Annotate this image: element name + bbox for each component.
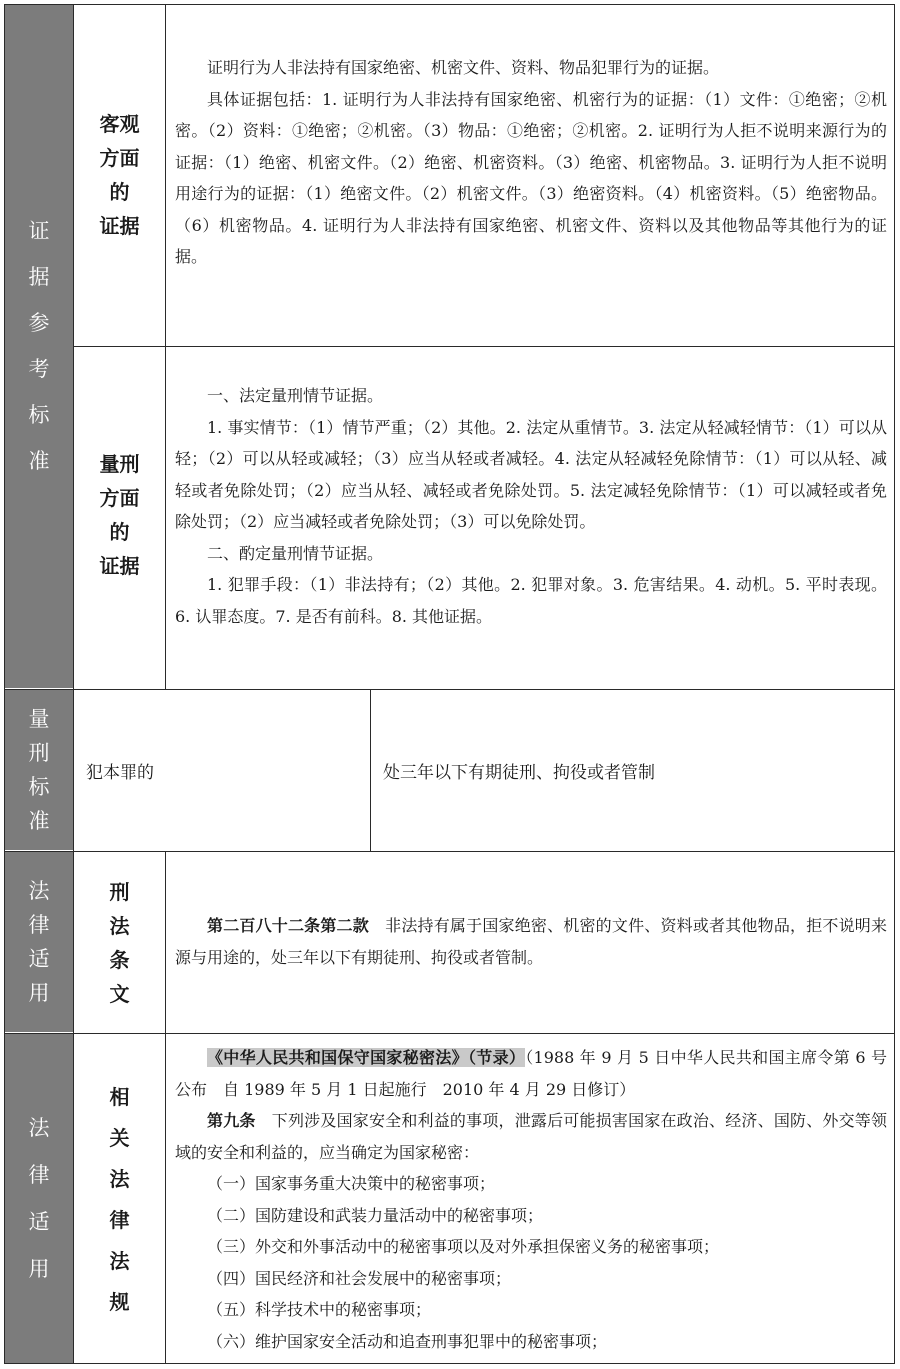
row-label-line: 证据 <box>99 554 140 578</box>
article-text: 非法持有属于国家绝密、机密的文件、资料或者其他物品，拒不说明来源与用途的，处三年以下有期徒刑、拘役或者管制。 <box>175 916 887 967</box>
divider <box>165 5 166 689</box>
side-label-char: 律 <box>28 912 50 937</box>
side-label-char: 刑 <box>28 740 50 765</box>
sentencing-evidence-text <box>175 380 887 632</box>
paragraph: 1. 事实情节：（1）情节严重；（2）其他。2. 法定从重情节。3. 法定从轻减轻情节：（1）可以从轻；（2）可以从轻或减轻；（3）应当从轻或者减轻。4. 法定从轻减轻免除情节：（1）可以从轻、减轻或者免除处罚；（2）应当从轻、减轻或者免除处罚。5. 法定减轻免除情节：（1）可以减轻或者免除处罚；（2）应当减轻或者免除处罚；（3）可以免除处罚。 <box>175 417 887 531</box>
divider <box>74 346 895 347</box>
crime-condition: 犯本罪的 <box>86 763 154 783</box>
row-label-line: 法 <box>109 913 130 938</box>
row-label-line: 法 <box>109 1249 130 1273</box>
law-note: （1988 年 9 月 5 日中华人民共和国主席令第 6 号公布 自 1989 年 5 月 1 日起施行 2010 年 4 月 29 日修订） <box>175 1048 887 1099</box>
list-item: （三）外交和外事活动中的秘密事项以及对外承担保密义务的秘密事项； <box>207 1237 720 1256</box>
divider <box>370 689 371 851</box>
side-label-char: 法 <box>28 878 50 903</box>
law-title: 《中华人民共和国保守国家秘密法》（节录） <box>207 1048 526 1067</box>
criminal-law-article-text <box>175 910 887 973</box>
row-label-line: 证据 <box>99 214 140 238</box>
row-label-line: 律 <box>109 1208 130 1232</box>
side-label-char: 用 <box>28 1256 50 1281</box>
side-label-char: 准 <box>28 449 50 473</box>
side-label-char: 适 <box>28 1209 50 1234</box>
row-label-line: 方面 <box>99 146 140 170</box>
paragraph <box>175 1105 887 1168</box>
paragraph: 具体证据包括：1. 证明行为人非法持有国家绝密、机密行为的证据：（1）文件：①绝密；②机密。（2）资料：①绝密；②机密。（3）物品：①绝密；②机密。2. 证明行为人拒不说明来源行为的证据：（1）绝密、机密文件。（2）绝密、机密资料。（3）绝密、机密物品。3. 证明行为人拒不说明用途行为的证据：（1）绝密文件。（2）机密文件。（3）绝密资料。（4）机密资料。（5）绝密物品。（6）机密物品。4. 证明行为人非法持有国家绝密、机密文件、资料以及其他物品等其他行为的证据。 <box>175 89 887 266</box>
side-label-char: 证 <box>28 219 50 243</box>
list-item: （四）国民经济和社会发展中的秘密事项； <box>207 1268 512 1288</box>
row-label-line: 关 <box>109 1126 130 1150</box>
row-label-line: 方面 <box>99 486 140 510</box>
article-title: 第二百八十二条第二款 <box>207 916 369 935</box>
side-label-law-criminal <box>5 852 73 1032</box>
side-label-char: 考 <box>28 357 50 381</box>
side-label-evidence <box>5 5 73 688</box>
side-label-char: 标 <box>28 403 50 427</box>
paragraph: 二、酌定量刑情节证据。 <box>207 543 384 563</box>
side-label-char: 用 <box>28 980 50 1005</box>
side-label-char: 法 <box>28 1115 50 1140</box>
related-laws-text <box>175 1042 887 1357</box>
row-label-line: 法 <box>109 1167 130 1191</box>
list-item: （一）国家事务重大决策中的秘密事项； <box>207 1174 496 1193</box>
row-label-line: 文 <box>109 981 130 1006</box>
list-item: （二）国防建设和武装力量活动中的秘密事项； <box>207 1205 544 1225</box>
paragraph <box>175 910 887 973</box>
row-label-line: 客观 <box>99 112 140 136</box>
penalty-text: 处三年以下有期徒刑、拘役或者管制 <box>383 763 655 783</box>
side-label-char: 据 <box>28 265 50 289</box>
paragraph: 一、法定量刑情节证据。 <box>207 386 384 405</box>
divider <box>5 689 895 690</box>
row-label-line: 刑 <box>109 879 130 904</box>
label-objective-evidence <box>74 60 165 290</box>
side-label-char: 标 <box>28 774 50 799</box>
objective-evidence-text <box>175 52 887 273</box>
row-label-line: 的 <box>109 520 130 544</box>
side-label-char: 量 <box>28 706 50 731</box>
divider <box>5 851 895 852</box>
paragraph <box>175 1042 887 1105</box>
side-label-char: 适 <box>28 946 50 971</box>
divider <box>165 851 166 1364</box>
list-item: （六）维护国家安全活动和追查刑事犯罪中的秘密事项； <box>207 1331 608 1351</box>
side-label-law-related <box>5 1034 73 1363</box>
paragraph: 证明行为人非法持有国家绝密、机密文件、资料、物品犯罪行为的证据。 <box>207 58 720 77</box>
side-label-standard <box>5 690 73 850</box>
side-label-char: 准 <box>28 808 50 833</box>
side-label-char: 参 <box>28 311 50 335</box>
row-label-line: 量刑 <box>99 452 140 476</box>
list-item: （五）科学技术中的秘密事项； <box>207 1300 432 1319</box>
row-label-line: 相 <box>109 1085 130 1109</box>
paragraph: 1. 犯罪手段：（1）非法持有；（2）其他。2. 犯罪对象。3. 危害结果。4. 动机。5. 平时表现。6. 认罪态度。7. 是否有前科。8. 其他证据。 <box>175 575 887 626</box>
side-label-char: 律 <box>28 1162 50 1187</box>
label-criminal-law-article <box>74 870 165 1015</box>
divider <box>5 1033 895 1034</box>
article-9-text: 下列涉及国家安全和利益的事项，泄露后可能损害国家在政治、经济、国防、外交等领域的安全和利益的，应当确定为国家秘密： <box>175 1111 887 1162</box>
label-sentencing-evidence <box>74 400 165 630</box>
row-label-line: 条 <box>109 947 130 972</box>
row-label-line: 规 <box>109 1290 130 1314</box>
row-label-line: 的 <box>109 180 130 204</box>
label-related-laws <box>74 1075 165 1325</box>
article-9-title: 第九条 <box>207 1111 256 1130</box>
